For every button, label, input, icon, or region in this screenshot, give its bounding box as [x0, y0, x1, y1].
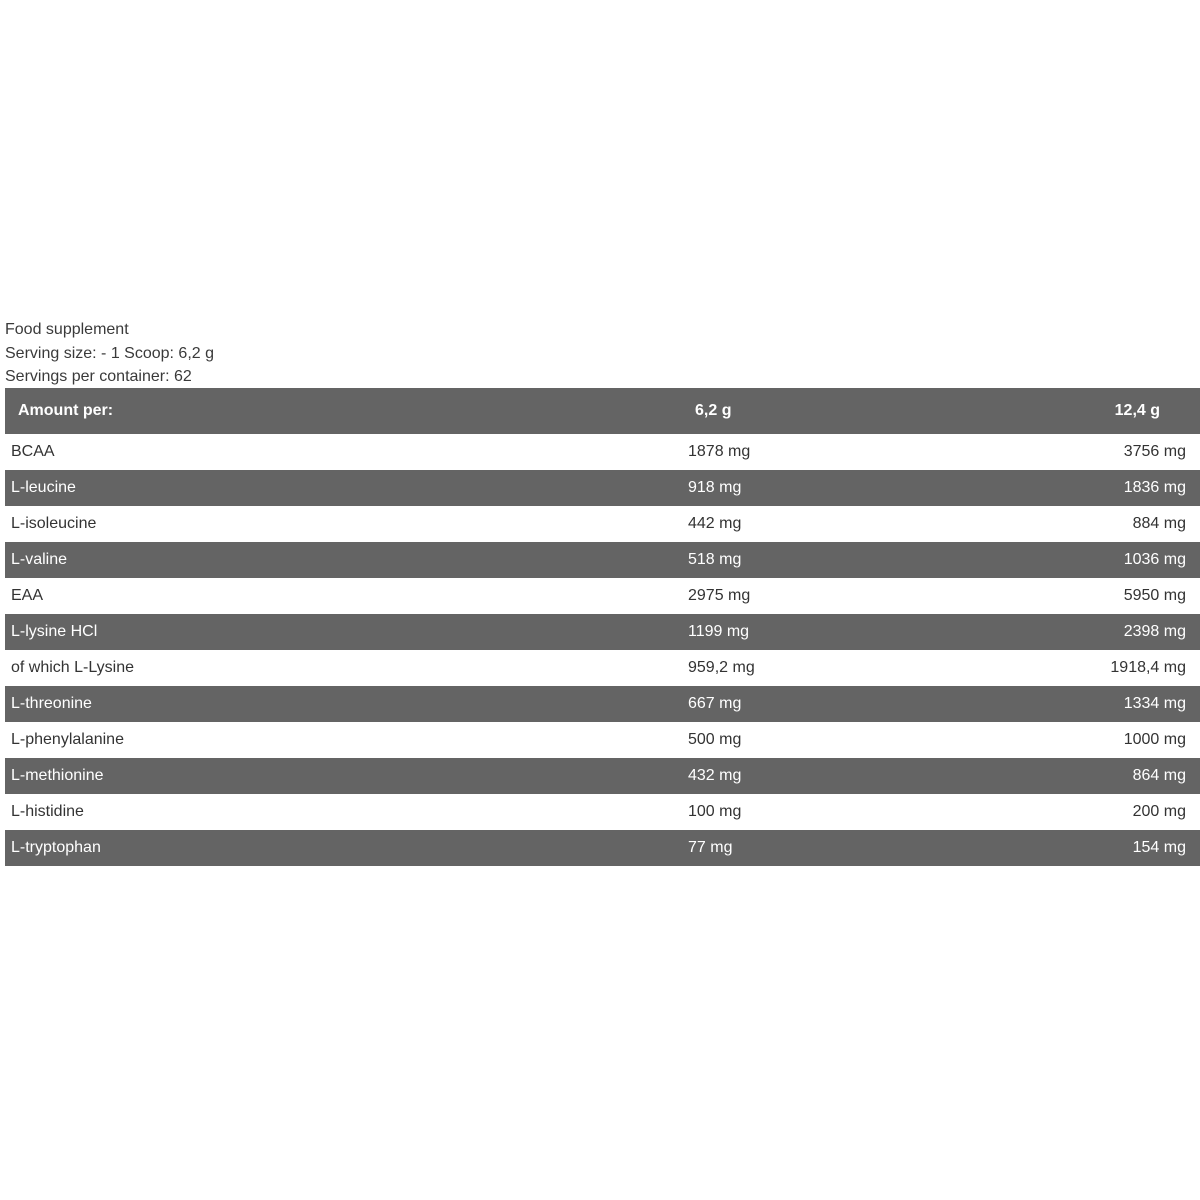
table-row — [5, 614, 1200, 650]
nutrient-value-1: 918 mg — [688, 479, 742, 496]
table-row — [5, 506, 1200, 542]
nutrient-value-2: 200 mg — [1132, 803, 1186, 820]
table-row — [5, 434, 1200, 470]
nutrient-value-2: 1836 mg — [1123, 479, 1186, 496]
table-row — [5, 686, 1200, 722]
nutrient-value-1: 667 mg — [688, 695, 742, 712]
header-col-serving-1: 6,2 g — [695, 402, 732, 419]
nutrition-table — [5, 388, 1200, 866]
nutrient-value-1: 77 mg — [688, 839, 733, 856]
nutrient-value-1: 1878 mg — [688, 443, 751, 460]
nutrient-value-2: 1918,4 mg — [1110, 659, 1186, 676]
nutrient-value-2: 154 mg — [1132, 839, 1186, 856]
nutrient-name: L-tryptophan — [11, 839, 101, 856]
nutrient-name: BCAA — [11, 443, 55, 460]
table-row — [5, 578, 1200, 614]
nutrient-value-2: 1036 mg — [1123, 551, 1186, 568]
nutrient-name: L-lysine HCl — [11, 623, 98, 640]
table-row — [5, 650, 1200, 686]
nutrient-value-2: 2398 mg — [1123, 623, 1186, 640]
nutrient-name: L-methionine — [11, 767, 104, 784]
nutrient-name: L-phenylalanine — [11, 731, 124, 748]
table-row — [5, 542, 1200, 578]
nutrient-value-2: 5950 mg — [1123, 587, 1186, 604]
servings-per-container-text: Servings per container: 62 — [5, 368, 192, 385]
nutrient-name: of which L-Lysine — [11, 659, 135, 676]
nutrient-name: L-valine — [11, 551, 68, 568]
nutrient-value-1: 2975 mg — [688, 587, 751, 604]
nutrient-value-1: 432 mg — [688, 767, 742, 784]
nutrient-name: L-leucine — [11, 479, 76, 496]
nutrient-value-2: 864 mg — [1132, 767, 1186, 784]
nutrient-name: L-histidine — [11, 803, 84, 820]
nutrient-value-1: 1199 mg — [688, 623, 750, 640]
nutrient-value-1: 500 mg — [688, 731, 742, 748]
header-col-serving-2: 12,4 g — [1114, 402, 1160, 419]
table-row — [5, 794, 1200, 830]
nutrient-name: L-isoleucine — [11, 515, 97, 532]
nutrient-value-2: 1334 mg — [1123, 695, 1186, 712]
nutrient-value-2: 884 mg — [1132, 515, 1186, 532]
nutrient-value-1: 518 mg — [688, 551, 742, 568]
header-amount-per: Amount per: — [18, 402, 114, 419]
table-row — [5, 758, 1200, 794]
nutrient-value-1: 442 mg — [688, 515, 742, 532]
table-row — [5, 722, 1200, 758]
nutrient-value-1: 959,2 mg — [688, 659, 755, 676]
nutrient-value-2: 3756 mg — [1123, 443, 1186, 460]
product-type-text: Food supplement — [5, 321, 129, 338]
serving-size-text: Serving size: - 1 Scoop: 6,2 g — [5, 344, 214, 362]
nutrient-value-2: 1000 mg — [1123, 731, 1186, 748]
table-row — [5, 830, 1200, 866]
nutrient-name: EAA — [11, 587, 44, 604]
label-intro — [5, 318, 214, 389]
nutrient-value-1: 100 mg — [688, 803, 742, 820]
table-row — [5, 470, 1200, 506]
nutrient-name: L-threonine — [11, 695, 92, 712]
table-header-row — [5, 388, 1200, 434]
